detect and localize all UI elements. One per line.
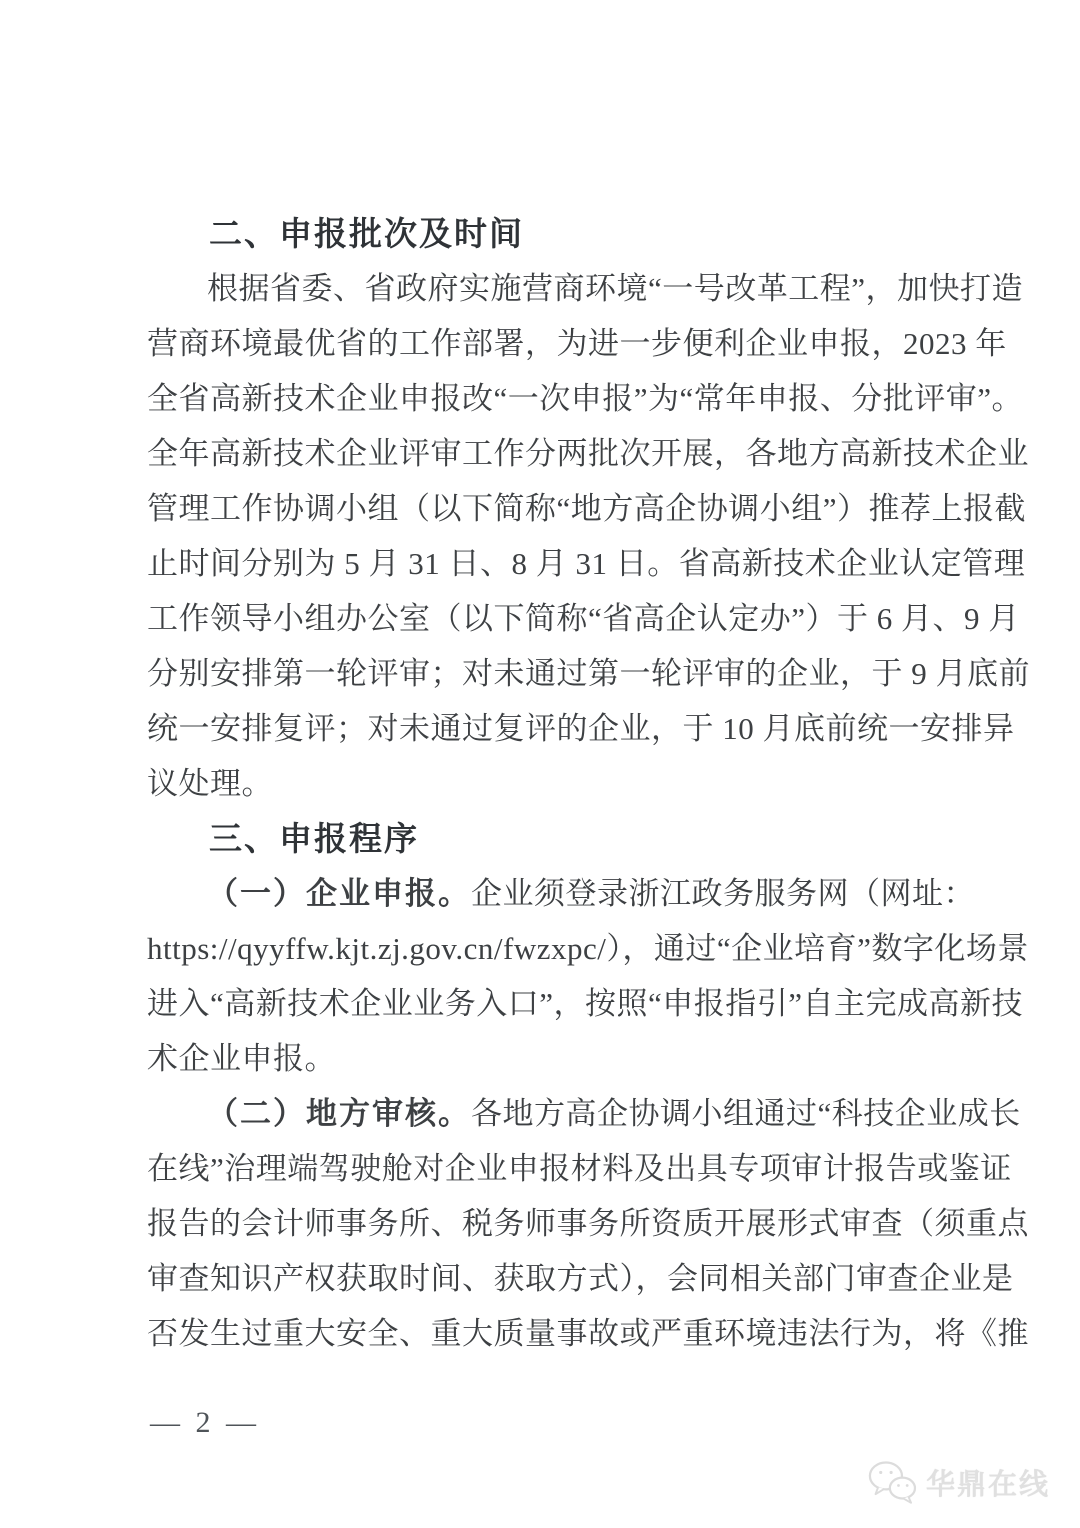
section-heading-3: 三、申报程序 [209, 820, 419, 857]
text-line: 管理工作协调小组（以下简称“地方高企协调小组”）推荐上报截 [147, 491, 1027, 526]
item-lead-bold: （一）企业申报。 [207, 876, 471, 911]
page-number: — 2 — [150, 1406, 260, 1439]
text-line: 根据省委、省政府实施营商环境“一号改革工程”，加快打造 [207, 271, 1024, 306]
wechat-icon [866, 1458, 918, 1506]
text-line: 议处理。 [147, 766, 273, 801]
item-lead-rest: 企业须登录浙江政务服务网（网址： [471, 876, 975, 911]
text-line [147, 866, 975, 921]
text-line: 在线”治理端驾驶舱对企业申报材料及出具专项审计报告或鉴证 [147, 1151, 1012, 1186]
text-line: 报告的会计师事务所、税务师事务所资质开展形式审查（须重点 [147, 1206, 1029, 1241]
document-page [147, 206, 1030, 1361]
text-line: 全年高新技术企业评审工作分两批次开展，各地方高新技术企业 [147, 436, 1029, 471]
watermark-text: 华鼎在线 [925, 1468, 1050, 1501]
text-line [147, 1086, 1021, 1141]
text-line: 进入“高新技术企业业务入口”，按照“申报指引”自主完成高新技 [147, 986, 1024, 1021]
text-line: 术企业申报。 [147, 1041, 336, 1076]
text-line: 止时间分别为 5 月 31 日、8 月 31 日。省高新技术企业认定管理 [147, 546, 1026, 581]
text-line: 审查知识产权获取时间、获取方式），会同相关部门审查企业是 [147, 1261, 1014, 1296]
item-lead-bold: （二）地方审核。 [207, 1096, 471, 1131]
watermark [866, 1458, 1050, 1506]
text-line: 营商环境最优省的工作部署，为进一步便利企业申报，2023 年 [147, 326, 1007, 361]
item-lead-rest: 各地方高企协调小组通过“科技企业成长 [471, 1096, 1021, 1131]
section-heading-2: 二、申报批次及时间 [209, 215, 524, 252]
text-line: 工作领导小组办公室（以下简称“省高企认定办”）于 6 月、9 月 [147, 601, 1020, 636]
text-line: 统一安排复评；对未通过复评的企业，于 10 月底前统一安排异 [147, 711, 1015, 746]
text-line: 全省高新技术企业申报改“一次申报”为“常年申报、分批评审”。 [147, 381, 1024, 416]
text-line: 否发生过重大安全、重大质量事故或严重环境违法行为，将《推 [147, 1316, 1029, 1351]
text-line-url: https://qyyffw.kjt.zj.gov.cn/fwzxpc/），通过“企业培育”数字化场景 [147, 931, 1029, 966]
text-line: 分别安排第一轮评审；对未通过第一轮评审的企业，于 9 月底前 [147, 656, 1030, 691]
